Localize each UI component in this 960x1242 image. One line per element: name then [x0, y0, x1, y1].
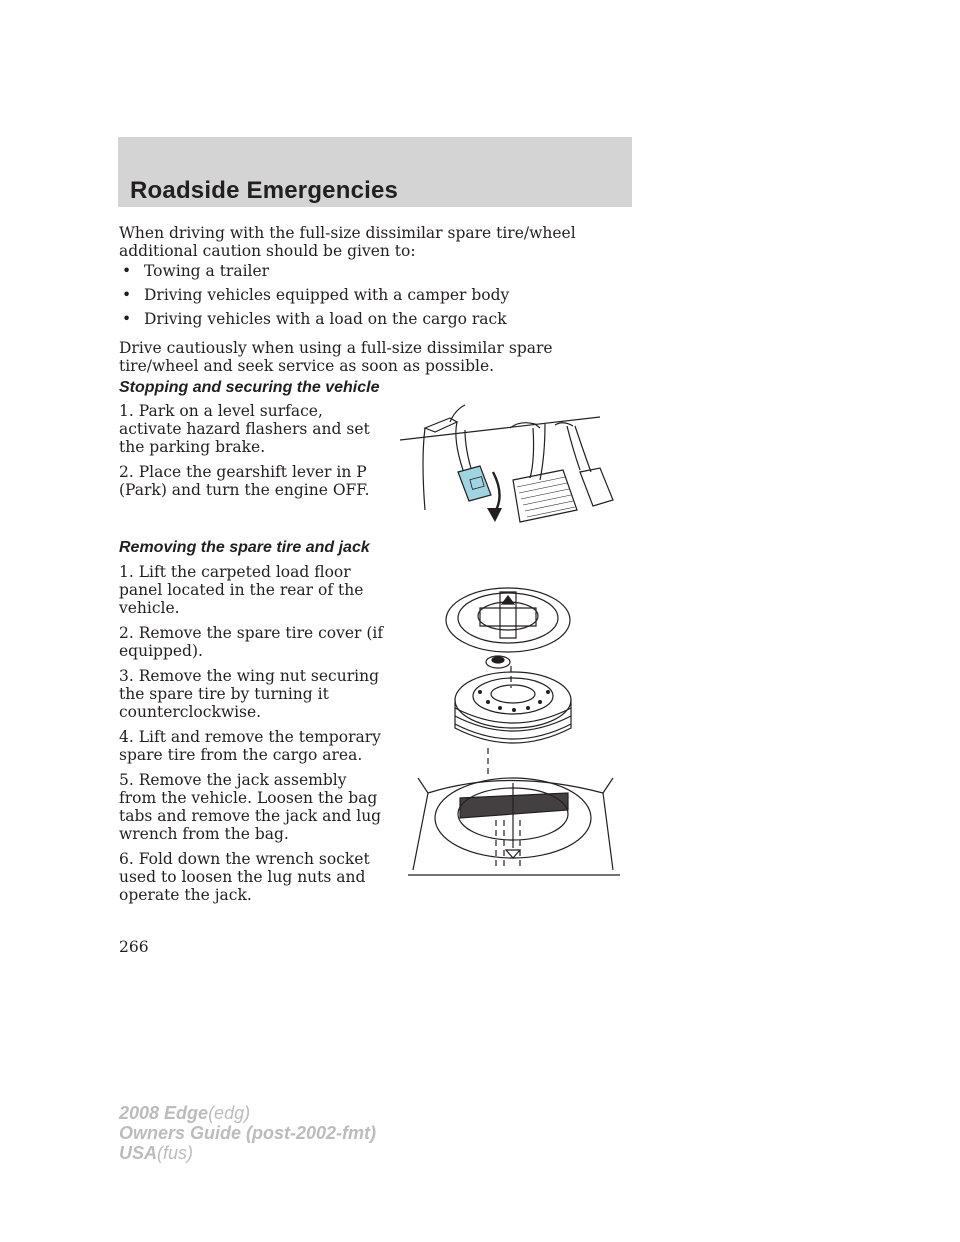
page-title: Roadside Emergencies	[130, 177, 399, 204]
list-item-text: Driving vehicles equipped with a camper body	[144, 286, 510, 304]
footer-line: Owners Guide (post-2002-fmt)	[119, 1123, 377, 1143]
caution-paragraph: Drive cautiously when using a full-size dissimilar spare tire/wheel and seek service as soon as possible.	[119, 339, 553, 375]
step-item: 2. Place the gearshift lever in P (Park) and turn the engine OFF.	[119, 463, 370, 499]
footer-line: 2008 Edge(edg)	[119, 1103, 251, 1123]
spare-tire-removal-illustration	[408, 578, 620, 878]
section-heading-removing: Removing the spare tire and jack	[119, 539, 370, 556]
intro-paragraph: When driving with the full-size dissimilar spare tire/wheel additional caution should be given to:	[119, 224, 576, 260]
steps-removing	[119, 563, 384, 911]
section-heading-stopping: Stopping and securing the vehicle	[119, 379, 380, 396]
step-item: 4. Lift and remove the temporary spare tire from the cargo area.	[119, 728, 381, 764]
step-item: 1. Lift the carpeted load floor panel located in the rear of the vehicle.	[119, 563, 364, 617]
list-item-text: Driving vehicles with a load on the cargo rack	[144, 310, 507, 328]
list-item-text: Towing a trailer	[144, 262, 270, 280]
list-item	[119, 310, 509, 328]
parking-brake-pedal-illustration	[395, 400, 625, 525]
bullet-icon: •	[122, 286, 132, 304]
bullet-icon: •	[122, 310, 132, 328]
step-item: 5. Remove the jack assembly from the vehicle. Loosen the bag tabs and remove the jack and lug wrench from the bag.	[119, 771, 382, 843]
step-item: 2. Remove the spare tire cover (if equipped).	[119, 624, 384, 660]
document-footer	[119, 1103, 376, 1163]
bullet-icon: •	[122, 262, 132, 280]
caution-list	[119, 262, 509, 334]
list-item	[119, 262, 509, 280]
step-item: 1. Park on a level surface, activate hazard flashers and set the parking brake.	[119, 402, 370, 456]
list-item	[119, 286, 509, 304]
step-item: 6. Fold down the wrench socket used to loosen the lug nuts and operate the jack.	[119, 850, 370, 904]
footer-line: USA(fus)	[119, 1143, 194, 1163]
page-number: 266	[119, 938, 149, 956]
steps-stopping	[119, 402, 379, 506]
step-item: 3. Remove the wing nut securing the spare tire by turning it counterclockwise.	[119, 667, 379, 721]
